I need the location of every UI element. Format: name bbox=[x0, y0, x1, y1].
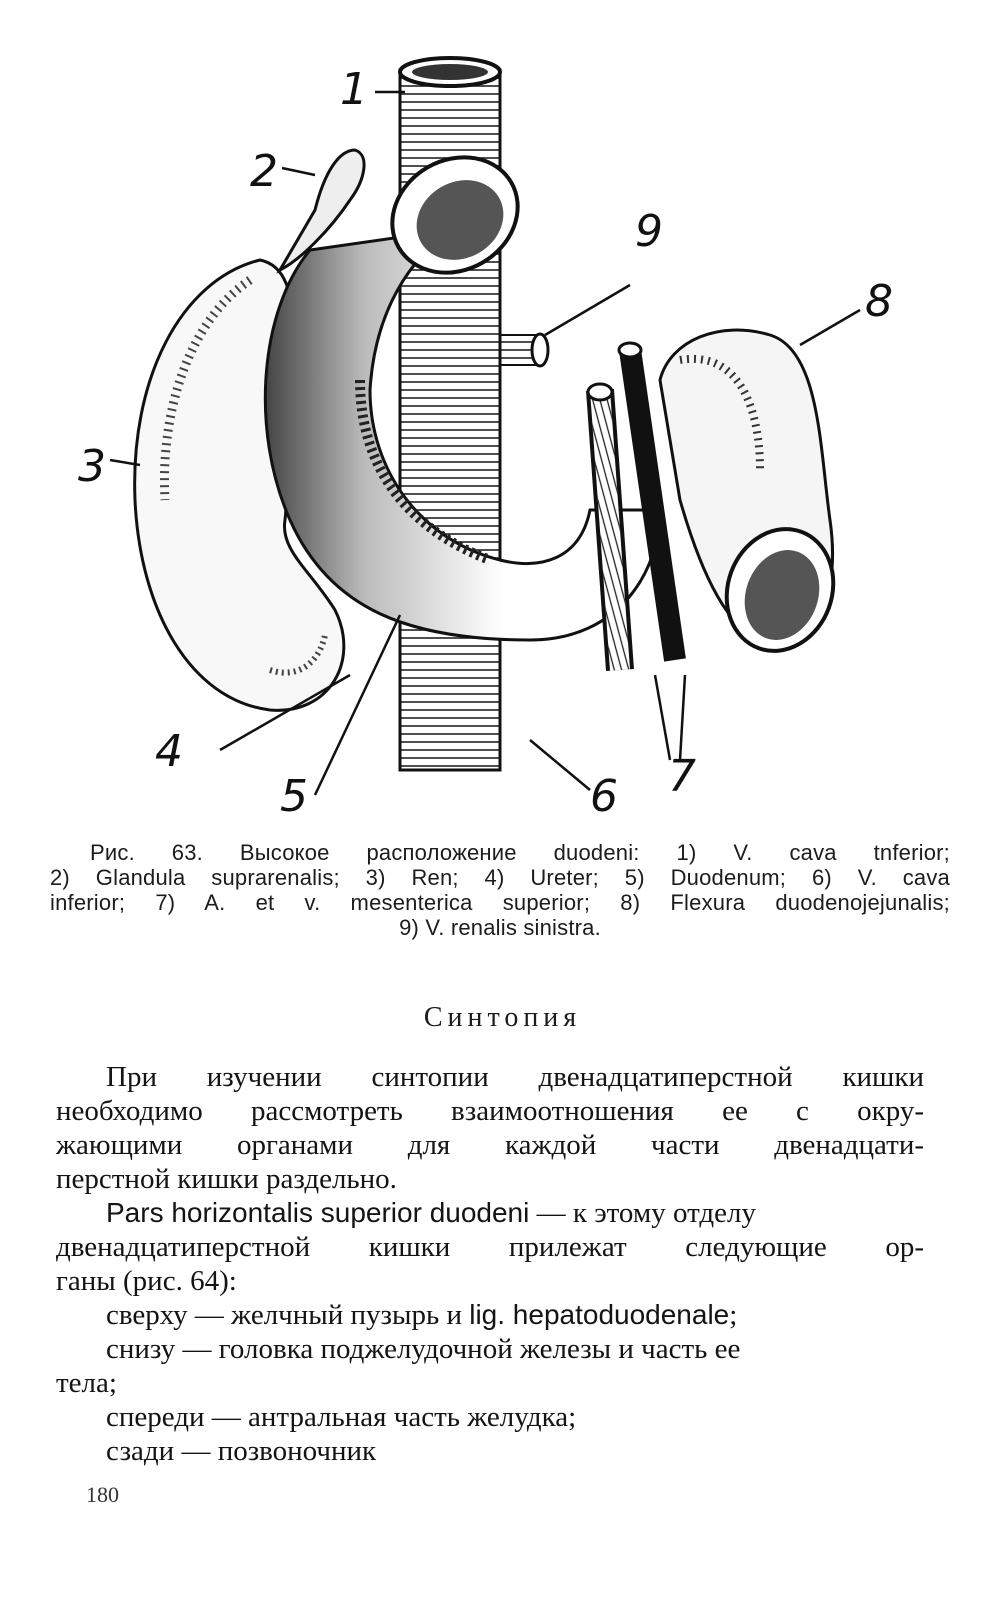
figure-label-2: 2 bbox=[250, 146, 278, 197]
section-title: Синтопия bbox=[423, 1002, 582, 1033]
paragraph-line: При изучении синтопии двенадцатиперстной кишки bbox=[106, 1061, 924, 1093]
page-number: 180 bbox=[86, 1482, 119, 1507]
renal-vein bbox=[500, 334, 548, 366]
paragraph-line: перстной кишки раздельно. bbox=[56, 1163, 397, 1195]
figure-label-4: 4 bbox=[155, 726, 183, 777]
caption-line: 9) V. renalis sinistra. bbox=[399, 915, 601, 940]
caption-line: 2) Glandula suprarenalis; 3) Ren; 4) Ureter; 5) Duodenum; 6) V. cava bbox=[50, 865, 950, 890]
list-item-text: сверху — желчный пузырь и bbox=[106, 1299, 470, 1331]
figure-label-8: 8 bbox=[865, 276, 893, 327]
caption-line: Рис. 63. Высокое расположение duodeni: 1) V. cava tnferior; bbox=[90, 840, 950, 865]
latin-term: lig. hepatoduodenale bbox=[469, 1299, 730, 1330]
figure-label-7: 7 bbox=[668, 751, 696, 802]
figure-label-9: 9 bbox=[635, 206, 663, 257]
list-item: спереди — антральная часть желудка; bbox=[106, 1401, 577, 1433]
paragraph-line: необходимо рассмотреть взаимоотношения ее с окру- bbox=[56, 1095, 924, 1127]
paragraph-line: двенадцатиперстной кишки прилежат следующие ор- bbox=[56, 1231, 924, 1263]
figure-label-3: 3 bbox=[78, 441, 106, 492]
list-item bbox=[56, 1298, 924, 1332]
list-item: снизу — головка поджелудочной железы и часть ее bbox=[106, 1333, 741, 1365]
figure-label-5: 5 bbox=[280, 771, 308, 822]
paragraph-text: — к этому отделу bbox=[529, 1197, 756, 1229]
paragraph-line bbox=[56, 1196, 924, 1230]
figure-label-1: 1 bbox=[340, 64, 368, 115]
list-item: сзади — позвоночник bbox=[106, 1435, 377, 1467]
list-item-suffix: ; bbox=[729, 1299, 738, 1331]
body-text bbox=[56, 1060, 924, 1468]
paragraph-line: ганы (рис. 64): bbox=[56, 1265, 237, 1297]
figure-caption bbox=[50, 840, 950, 940]
anatomical-figure bbox=[60, 50, 950, 820]
list-item: тела; bbox=[56, 1367, 117, 1399]
flexura-duodenojejunalis bbox=[660, 330, 850, 666]
duodenum-illustration bbox=[60, 50, 950, 820]
figure-label-6: 6 bbox=[590, 771, 618, 822]
paragraph-line: жающими органами для каждой части двенадцати- bbox=[56, 1129, 924, 1161]
latin-term: Pars horizontalis superior duodeni bbox=[106, 1197, 530, 1228]
caption-line: inferior; 7) A. et v. mesenterica superior; 8) Flexura duodenojejunalis; bbox=[50, 890, 950, 915]
